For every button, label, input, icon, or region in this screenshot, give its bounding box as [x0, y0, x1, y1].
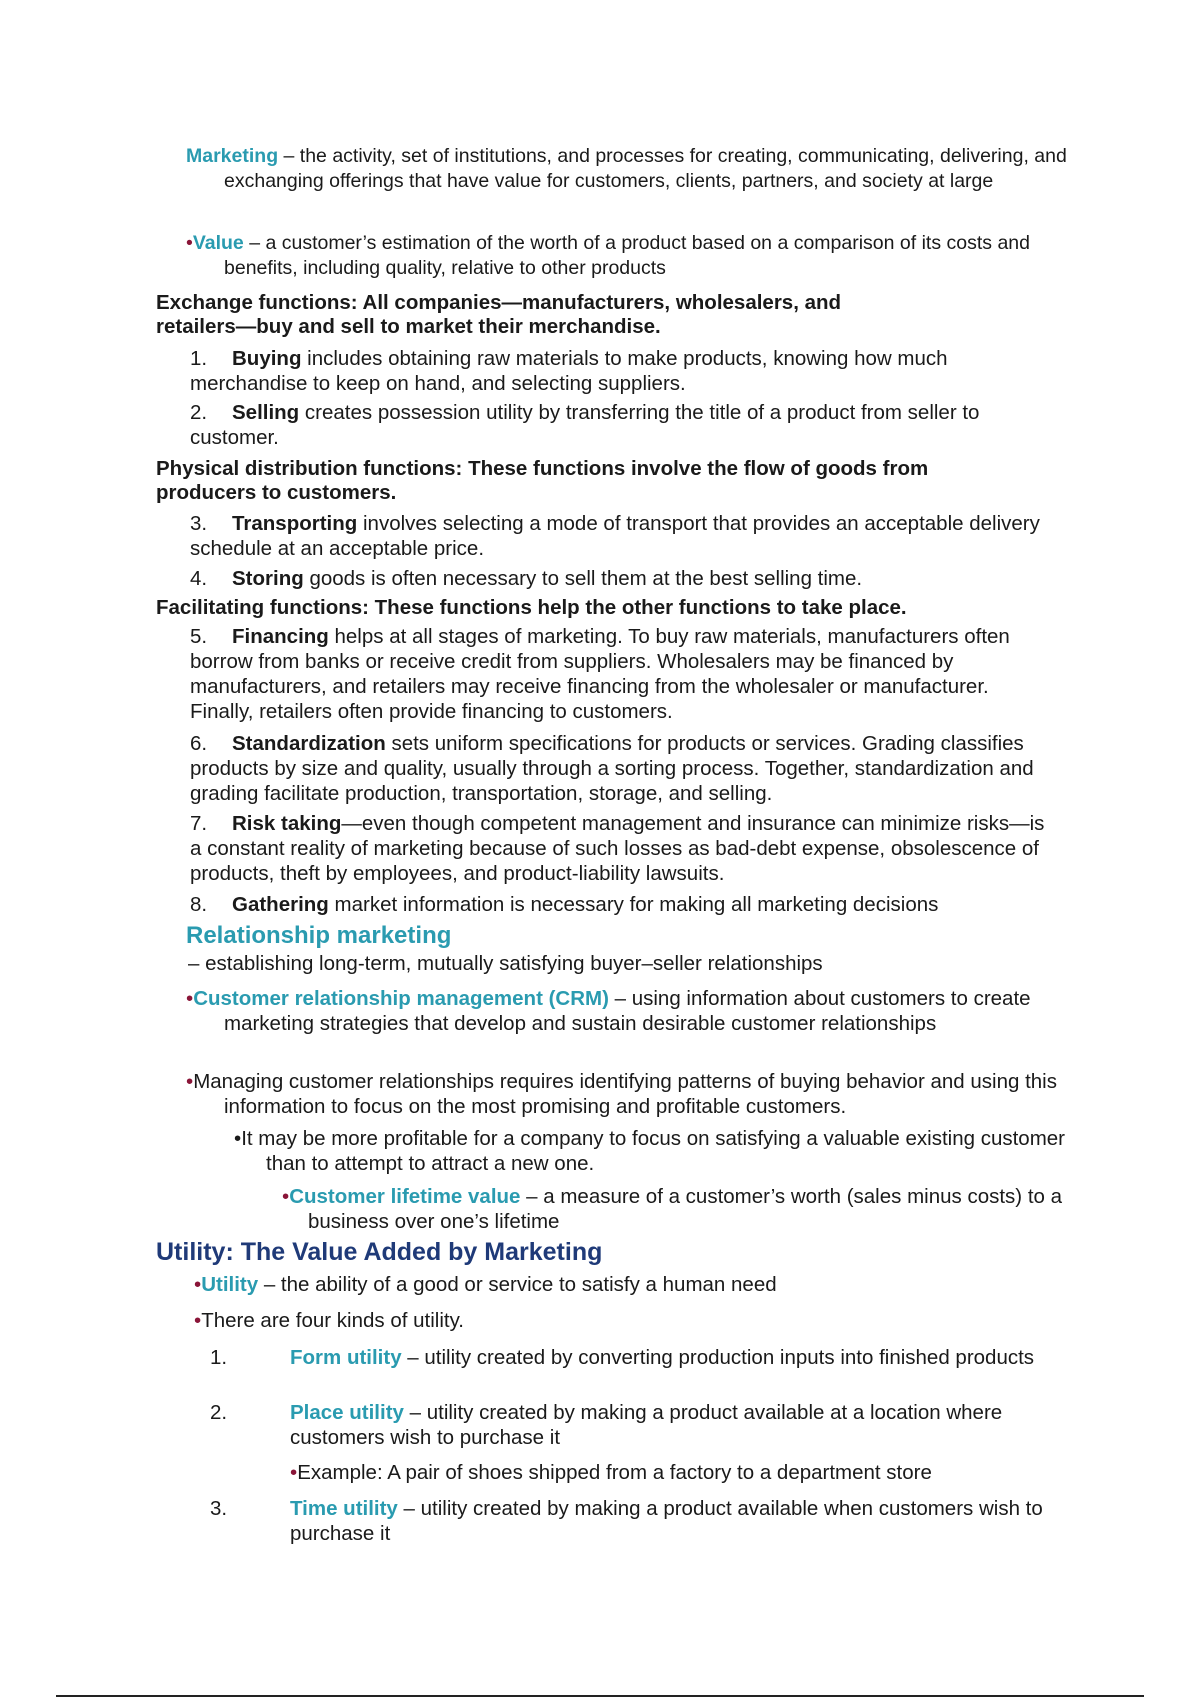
bullet-icon: •: [186, 232, 193, 254]
item-number: 4.: [190, 567, 208, 590]
item-number: 2.: [190, 401, 208, 424]
utility-term: Utility: [201, 1273, 259, 1296]
item-number: 7.: [190, 812, 208, 835]
item-term: Storing: [232, 567, 304, 590]
marketing-text: – the activity, set of institutions, and processes for creating, communicating, delivering, and exchanging offerings that have value for customers, clients, partners, and society at large: [224, 145, 1067, 192]
item-term: Standardization: [232, 732, 386, 755]
item-text: market information is necessary for making all marketing decisions: [328, 893, 939, 916]
clv-term: Customer lifetime value: [289, 1185, 521, 1208]
example-text: Example: A pair of shoes shipped from a factory to a department store: [297, 1461, 932, 1484]
relationship-term: Relationship marketing: [186, 922, 452, 949]
item-text: involves selecting a mode of transport that provides an acceptable delivery schedule at an acceptable price.: [190, 512, 1040, 560]
item-term: Transporting: [232, 512, 358, 535]
item-term: Place utility: [290, 1401, 404, 1424]
item-number: 2.: [210, 1401, 228, 1424]
value-term: Value: [192, 232, 244, 254]
marketing-definition: [186, 144, 1074, 194]
physical-heading: Physical distribution functions: These functions involve the flow of goods from producers to customers.: [156, 457, 929, 504]
managing-bullet: [186, 1069, 1084, 1119]
managing-text: Managing customer relationships requires identifying patterns of buying behavior and using this information to focus on the most promising and profitable customers.: [193, 1070, 1057, 1118]
item-term: Gathering: [232, 893, 329, 916]
list-item: [190, 624, 1050, 724]
item-number: 5.: [190, 625, 208, 648]
item-text: – utility created by making a product available at a location where customers wish to purchase it: [290, 1401, 1003, 1449]
item-number: 1.: [210, 1346, 228, 1369]
item-term: Risk taking: [232, 812, 342, 835]
list-item: [190, 892, 1050, 917]
item-text: – utility created by converting production inputs into finished products: [401, 1346, 1035, 1369]
item-text: – utility created by making a product available when customers wish to purchase it: [290, 1497, 1043, 1545]
utility-item: [210, 1496, 1090, 1546]
item-term: Selling: [232, 401, 300, 424]
value-text: – a customer’s estimation of the worth of a product based on a comparison of its costs and benefits, including quality, relative to other products: [224, 232, 1030, 279]
item-text: goods is often necessary to sell them at the best selling time.: [303, 567, 863, 590]
bullet-icon: •: [186, 987, 194, 1010]
utility-item: [210, 1345, 1090, 1370]
item-term: Financing: [232, 625, 329, 648]
list-item: [190, 566, 1050, 591]
utility-text: – the ability of a good or service to satisfy a human need: [258, 1273, 777, 1296]
utility-definition: [194, 1272, 1054, 1297]
kinds-text: There are four kinds of utility.: [201, 1309, 465, 1332]
kinds-bullet: [194, 1308, 1054, 1333]
item-number: 3.: [190, 512, 208, 535]
item-number: 3.: [210, 1497, 228, 1520]
item-term: Buying: [232, 347, 302, 370]
exchange-heading: Exchange functions: All companies—manufacturers, wholesalers, and retailers—buy and sell to market their merchandise.: [156, 291, 842, 338]
item-text: includes obtaining raw materials to make products, knowing how much merchandise to keep on hand, and selecting suppliers.: [190, 347, 948, 395]
list-item: [190, 811, 1050, 886]
list-item: [190, 400, 1050, 450]
item-text: —even though competent management and insurance can minimize risks—is a constant reality of marketing because of such losses as bad-debt expense, obsolescence of products, theft by employees, and product-liability lawsuits.: [190, 812, 1045, 885]
sub-text: It may be more profitable for a company to focus on satisfying a valuable existing customer than to attempt to attract a new one.: [241, 1127, 1066, 1175]
crm-text: – using information about customers to create marketing strategies that develop and sustain desirable customer relationships: [224, 987, 1031, 1035]
item-text: sets uniform specifications for products or services. Grading classifies products by size and quality, usually through a sorting process. Together, standardization and grading facilitate production, transportation, storage, and selling.: [190, 732, 1034, 805]
example-bullet: [290, 1460, 1050, 1485]
bullet-icon: •: [282, 1185, 290, 1208]
item-term: Form utility: [290, 1346, 402, 1369]
list-item: [190, 511, 1050, 561]
facilitating-heading: Facilitating functions: These functions help the other functions to take place.: [156, 596, 907, 619]
clv-text: – a measure of a customer’s worth (sales minus costs) to a business over one’s lifetime: [308, 1185, 1063, 1233]
bullet-icon: •: [194, 1309, 202, 1332]
crm-definition: [186, 986, 1084, 1036]
item-number: 8.: [190, 893, 208, 916]
item-text: creates possession utility by transferring the title of a product from seller to customer.: [190, 401, 980, 449]
value-definition: [186, 231, 1074, 281]
bullet-icon: •: [186, 1070, 194, 1093]
bullet-icon: •: [194, 1273, 202, 1296]
crm-term: Customer relationship management (CRM): [193, 987, 609, 1010]
item-term: Time utility: [290, 1497, 398, 1520]
footer-divider: [56, 1695, 1144, 1697]
utility-heading: Utility: The Value Added by Marketing: [156, 1238, 603, 1266]
sub-bullet: [234, 1126, 1076, 1176]
clv-definition: [282, 1184, 1068, 1234]
list-item: [190, 346, 1050, 396]
item-number: 1.: [190, 347, 208, 370]
bullet-icon: •: [234, 1127, 242, 1150]
marketing-term: Marketing: [186, 145, 279, 167]
relationship-text: – establishing long-term, mutually satisfying buyer–seller relationships: [188, 952, 823, 975]
utility-item: [210, 1400, 1090, 1450]
item-text: helps at all stages of marketing. To buy raw materials, manufacturers often borrow from banks or receive credit from suppliers. Wholesalers may be financed by manufacturers, and retailers may receive financing from the wholesaler or manufacturer. Finally, retailers often provide financing to customers.: [190, 625, 1010, 723]
item-number: 6.: [190, 732, 208, 755]
list-item: [190, 731, 1050, 806]
bullet-icon: •: [290, 1461, 298, 1484]
